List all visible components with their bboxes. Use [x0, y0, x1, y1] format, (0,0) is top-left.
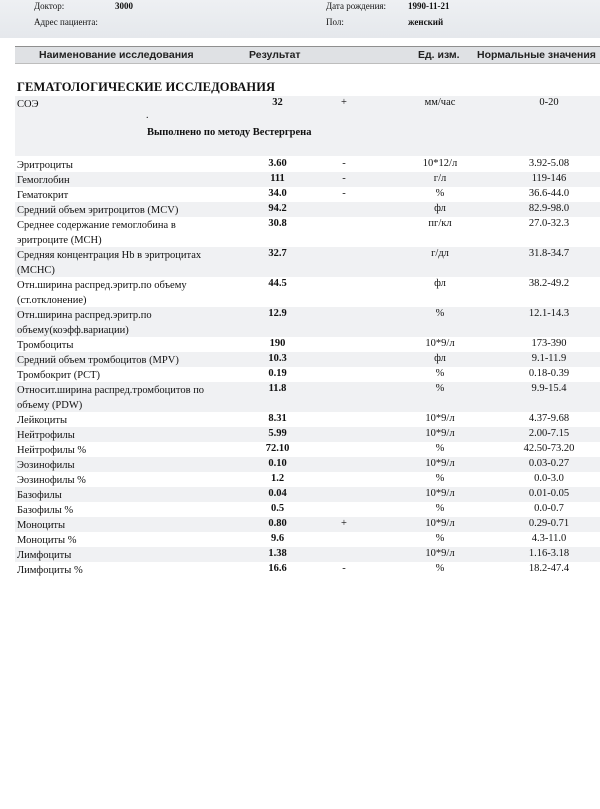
row-result: 9.6 [270, 533, 285, 544]
row-result: 0.80 [268, 518, 287, 529]
table-row [15, 457, 600, 472]
row-unit: % [435, 308, 445, 319]
row-norm: 42.50-73.20 [523, 443, 575, 454]
row-unit: 10*9/л [425, 548, 455, 559]
dob-value: 1990-11-21 [408, 1, 450, 11]
sex-label: Пол: [326, 17, 344, 27]
row-norm: 0.0-3.0 [534, 473, 564, 484]
row-name: Отн.ширина распред.эритр.по объему (ст.отклонение) [17, 280, 187, 306]
table-row [15, 562, 600, 577]
table-row [15, 472, 600, 487]
row-unit: 10*9/л [425, 488, 455, 499]
row-name: Моноциты [17, 520, 66, 531]
row-result: 10.3 [268, 353, 287, 364]
row-norm: 4.3-11.0 [531, 533, 567, 544]
row-unit: фл [434, 278, 446, 289]
doctor-label: Доктор: [34, 1, 65, 11]
row-result: 0.10 [268, 458, 287, 469]
row-name: Эозинофилы [17, 460, 75, 471]
table-row [15, 277, 600, 307]
row-result: 32 [272, 97, 283, 108]
col-name: Наименование исследования [39, 49, 194, 61]
row-norm: 0.18-0.39 [528, 368, 570, 379]
row-name: Гемоглобин [17, 175, 70, 186]
row-unit: % [435, 443, 445, 454]
row-norm: 31.8-34.7 [528, 248, 570, 259]
row-norm: 36.6-44.0 [528, 188, 570, 199]
row-result: 94.2 [268, 203, 287, 214]
row-unit: % [435, 533, 445, 544]
row-unit: % [435, 188, 445, 199]
row-name: Нейтрофилы % [17, 445, 87, 456]
row-norm: 1.16-3.18 [528, 548, 570, 559]
row-unit: фл [434, 353, 446, 364]
row-norm: 18.2-47.4 [528, 563, 570, 574]
table-row [15, 547, 600, 562]
row-flag: + [341, 97, 347, 108]
table-row [15, 247, 600, 277]
table-row [15, 217, 600, 247]
row-norm: 4.37-9.68 [528, 413, 570, 424]
section-title: ГЕМАТОЛОГИЧЕСКИЕ ИССЛЕДОВАНИЯ [17, 80, 276, 94]
row-name: Моноциты % [17, 535, 77, 546]
row-name: Среднее содержание гемоглобина в эритроците (MCH) [17, 220, 176, 246]
table-row-esr [15, 96, 600, 156]
row-name: Средняя концентрация Hb в эритроцитах (MCHC) [17, 250, 202, 276]
row-norm: 2.00-7.15 [528, 428, 570, 439]
row-norm: 27.0-32.3 [528, 218, 570, 229]
row-norm: 3.92-5.08 [528, 158, 570, 169]
row-unit: 10*9/л [425, 518, 455, 529]
row-norm: 9.1-11.9 [531, 353, 567, 364]
row-unit: % [435, 503, 445, 514]
row-norm: 9.9-15.4 [531, 383, 567, 394]
row-unit: 10*12/л [422, 158, 458, 169]
row-name: Тромбоциты [17, 340, 74, 351]
col-unit: Ед. изм. [418, 49, 460, 61]
row-result: 0.5 [270, 503, 285, 514]
method-dot: . [146, 110, 149, 121]
row-norm: 119-146 [531, 173, 567, 184]
row-name: Тромбокрит (PCT) [17, 370, 100, 381]
doctor-value: 3000 [115, 1, 133, 11]
row-norm: 12.1-14.3 [528, 308, 570, 319]
table-row [15, 172, 600, 187]
row-flag: + [341, 518, 347, 529]
row-name: Средний объем тромбоцитов (MPV) [17, 355, 179, 366]
table-row [15, 442, 600, 457]
row-unit: г/дл [431, 248, 449, 259]
table-row [15, 502, 600, 517]
row-flag: - [342, 158, 346, 169]
row-result: 111 [270, 173, 285, 184]
row-norm: 0-20 [539, 97, 559, 108]
table-row [15, 412, 600, 427]
row-result: 1.38 [268, 548, 287, 559]
row-name: Отн.ширина распред.эритр.по объему(коэфф.вариации) [17, 310, 152, 336]
row-result: 16.6 [268, 563, 287, 574]
row-unit: 10*9/л [425, 428, 455, 439]
row-unit: % [435, 383, 445, 394]
row-result: 32.7 [268, 248, 287, 259]
row-norm: 0.03-0.27 [528, 458, 570, 469]
table-row [15, 307, 600, 337]
row-result: 72.10 [265, 443, 290, 454]
row-name: СОЭ [17, 99, 39, 110]
row-norm: 0.01-0.05 [528, 488, 570, 499]
row-name: Лейкоциты [17, 415, 68, 426]
row-name: Гематокрит [17, 190, 69, 201]
row-flag: - [342, 563, 346, 574]
row-name: Базофилы [17, 490, 62, 501]
row-result: 190 [269, 338, 286, 349]
table-row [15, 367, 600, 382]
row-unit: г/л [433, 173, 447, 184]
method-note: Выполнено по методу Вестергрена [147, 127, 312, 138]
row-name: Лимфоциты [17, 550, 72, 561]
row-name: Относит.ширина распред.тромбоцитов по объему (PDW) [17, 385, 205, 411]
row-unit: пг/кл [428, 218, 452, 229]
address-label: Адрес пациента: [34, 17, 98, 27]
sex-value: женский [408, 17, 444, 27]
row-result: 3.60 [268, 158, 287, 169]
row-name: Эозинофилы % [17, 475, 86, 486]
table-row [15, 487, 600, 502]
row-name: Нейтрофилы [17, 430, 75, 441]
row-norm: 38.2-49.2 [528, 278, 570, 289]
row-unit: % [435, 368, 445, 379]
row-result: 1.2 [270, 473, 285, 484]
table-row [15, 337, 600, 352]
col-result: Результат [249, 49, 301, 61]
table-row [15, 532, 600, 547]
row-result: 12.9 [268, 308, 287, 319]
table-row [15, 187, 600, 202]
row-result: 30.8 [268, 218, 287, 229]
dob-label: Дата рождения: [326, 1, 387, 11]
row-result: 0.04 [268, 488, 287, 499]
table-column-header [15, 46, 600, 64]
row-unit: 10*9/л [425, 413, 455, 424]
row-norm: 173-390 [531, 338, 567, 349]
row-unit: мм/час [424, 97, 456, 108]
table-row [15, 157, 600, 172]
row-result: 0.19 [268, 368, 287, 379]
patient-header [0, 0, 600, 38]
table-row [15, 202, 600, 217]
row-unit: % [435, 563, 445, 574]
row-norm: 0.0-0.7 [534, 503, 564, 514]
row-name: Лимфоциты % [17, 565, 83, 576]
row-unit: фл [434, 203, 446, 214]
row-result: 11.8 [268, 383, 287, 394]
row-result: 5.99 [268, 428, 287, 439]
row-unit: % [435, 473, 445, 484]
row-result: 44.5 [268, 278, 287, 289]
row-unit: 10*9/л [425, 338, 455, 349]
table-row [15, 517, 600, 532]
row-norm: 82.9-98.0 [528, 203, 570, 214]
row-flag: - [342, 188, 346, 199]
row-unit: 10*9/л [425, 458, 455, 469]
row-name: Базофилы % [17, 505, 74, 516]
row-result: 8.31 [268, 413, 287, 424]
table-row [15, 382, 600, 412]
table-row [15, 352, 600, 367]
row-norm: 0.29-0.71 [528, 518, 570, 529]
row-name: Средний объем эритроцитов (MCV) [17, 205, 179, 216]
row-result: 34.0 [268, 188, 287, 199]
col-norm: Нормальные значения [477, 49, 596, 61]
table-row [15, 427, 600, 442]
row-name: Эритроциты [17, 160, 73, 171]
row-flag: - [342, 173, 346, 184]
